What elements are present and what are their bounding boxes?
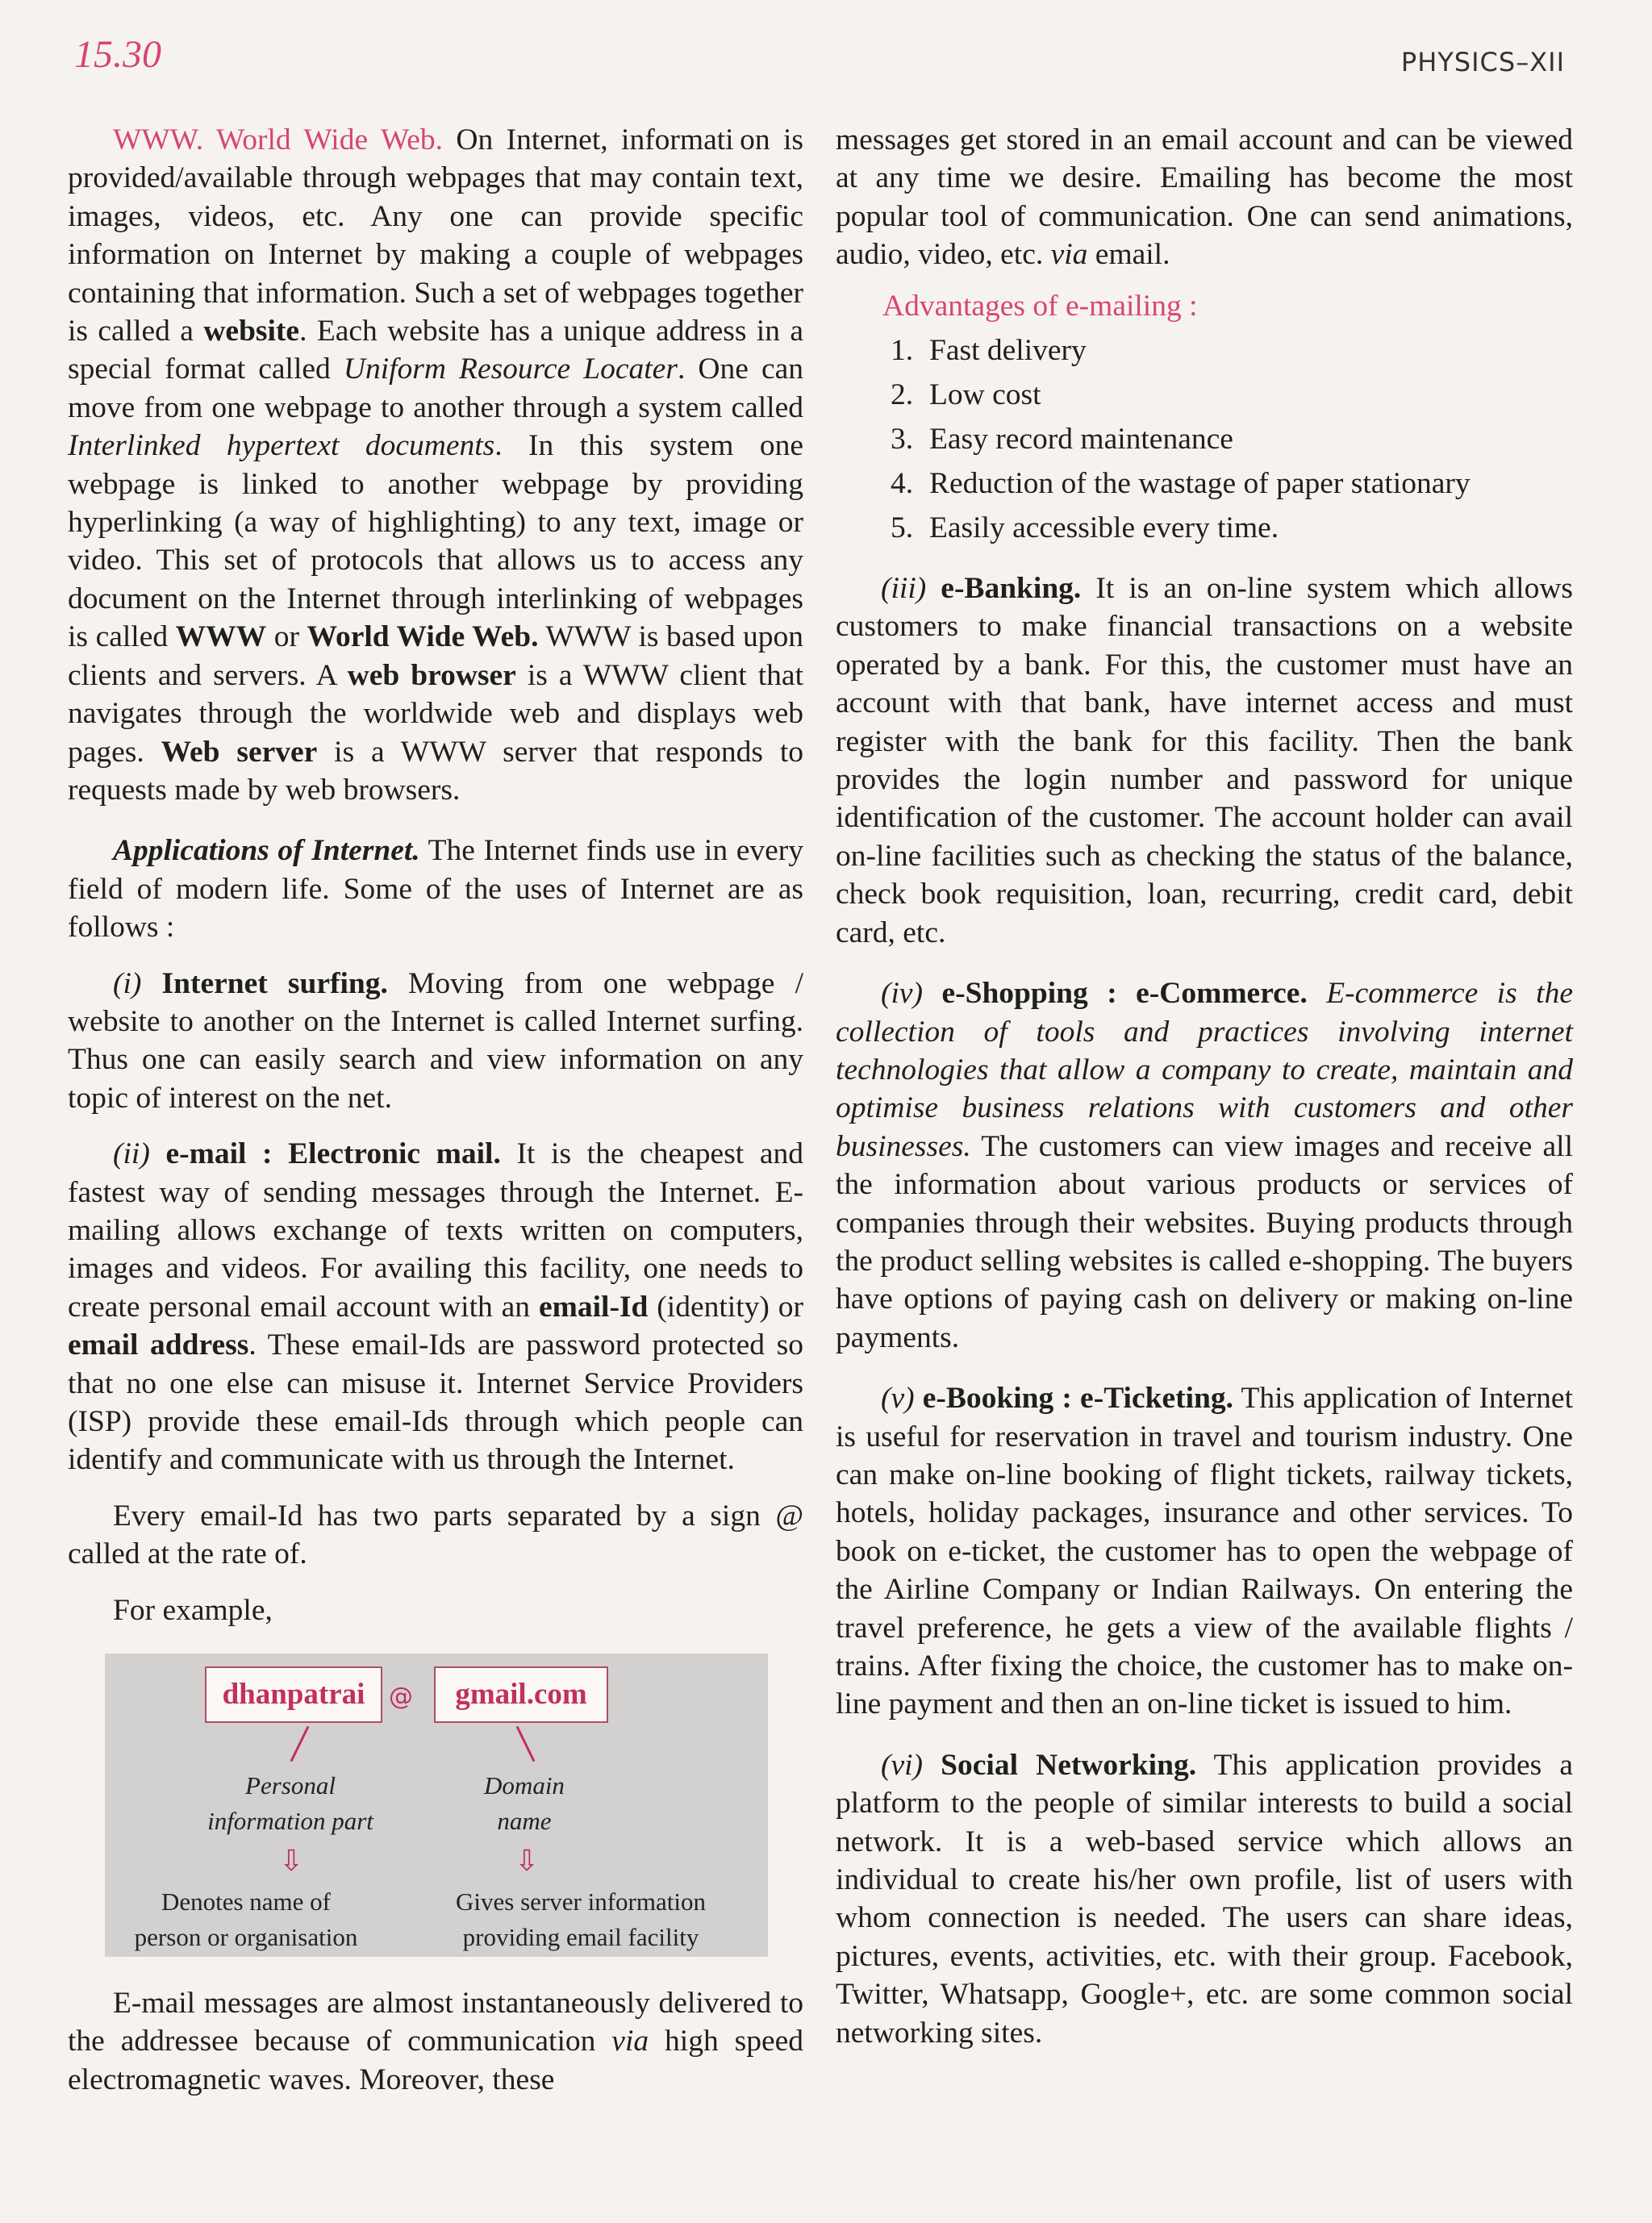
applications-heading: Applications of Internet. (113, 834, 420, 868)
email-continued-paragraph: messages get stored in an email account and can be viewed at any time we desire. Emailing has become the most popular tool of communication. One can send animations, audio, video, etc. via email. (836, 123, 1573, 272)
email-heading: e-mail : Electronic mail. (149, 1137, 501, 1171)
domain-part-label: Domain name (484, 1771, 565, 1836)
term-hypertext: Interlinked hypertext documents (68, 429, 495, 463)
list-item: 3. Easy record maintenance (891, 423, 1233, 457)
at-sign-paragraph: Every email-Id has two parts separated by a sign @ called at the rate of. (68, 1499, 803, 1571)
at-sign: @ (389, 1683, 413, 1712)
www-heading: WWW. World Wide Web. (113, 123, 443, 156)
list-item: 2. Low cost (891, 378, 1041, 412)
list-item: 4. Reduction of the wastage of paper stationary (891, 467, 1471, 501)
down-arrow-icon: ⇩ (515, 1845, 540, 1879)
surfing-heading: Internet surfing. (141, 966, 388, 1000)
email-address-diagram (105, 1654, 768, 1957)
social-networking-heading: Social Networking. (923, 1748, 1197, 1782)
applications-paragraph: Applications of Internet. The Internet finds use in every field of modern life. Some of the uses of Internet are as follows : (68, 834, 803, 945)
term-email-address: email address (68, 1328, 249, 1362)
term-web-server: Web server (161, 735, 318, 769)
left-column (68, 121, 803, 2099)
domain-part-description: Gives server information providing email facility (456, 1887, 706, 1952)
booking-heading: e-Booking : e-Ticketing. (914, 1382, 1233, 1416)
advantages-list (836, 332, 1573, 547)
page-number: 15.30 (74, 33, 161, 76)
term-url: Uniform Resource Locater (343, 352, 678, 386)
user-pointer-line (290, 1726, 310, 1762)
right-column (836, 121, 1573, 2052)
booking-paragraph: (v) e-Booking : e-Ticketing. This application of Internet is useful for reservation in travel and tourism industry. One can make on-line booking of flight tickets, railway tickets, hotels, holiday packages, insurance and other services. To book on e-ticket, the customer has to open the webpage of the Airline Company or Indian Railways. On entering the travel preference, he gets a view of the available flights / trains. After fixing the choice, the customer has to make on-line payment and then an on-line ticket is issued to him. (836, 1382, 1573, 1721)
term-www: WWW (175, 620, 267, 654)
term-website: website (203, 315, 300, 348)
term-world-wide-web: World Wide Web. (307, 620, 539, 654)
example-line: For example, (113, 1593, 273, 1627)
term-email-id: email-Id (538, 1290, 649, 1324)
email-domain-part: gmail.com (434, 1666, 608, 1723)
running-head: PHYSICS–XII (1400, 47, 1565, 77)
ecommerce-definition: E-commerce is the collection of tools and practices involving internet technologies that allow a company to create, maintain and optimise business relations with customers and other businesses. (836, 977, 1573, 1163)
banking-paragraph: (iii) e-Banking. It is an on-line system which allows customers to make financial transactions on a website operated by a bank. For this, the customer must have an account with that bank, have internet access and must register with the bank for this facility. Then the bank provides the login number and password for unique identification of the customer. The account holder can avail on-line facilities such as checking the status of the balance, check book requisition, loan, recurring, credit card, debit card, etc. (836, 572, 1573, 949)
shopping-heading: e-Shopping : e-Commerce. (923, 977, 1308, 1011)
shopping-paragraph: (iv) e-Shopping : e-Commerce. E-commerce is the collection of tools and practices involving internet technologies that allow a company to create, maintain and optimise business relations with customers and other businesses. The customers can view images and receive all the information about various products or services of companies through their websites. Buying products through the product selling websites is called e-shopping. The buyers have options of paying cash on delivery or making on-line payments. (836, 977, 1573, 1354)
list-item: 1. Fast delivery (891, 334, 1087, 368)
user-part-description: Denotes name of person or organisation (134, 1887, 358, 1952)
banking-heading: e-Banking. (926, 572, 1082, 606)
domain-pointer-line (516, 1726, 536, 1762)
email-user-part: dhanpatrai (205, 1666, 382, 1723)
social-networking-paragraph: (vi) Social Networking. This application provides a platform to the people of similar interests to build a social network. It is a web-based service which allows an individual to create his/her own profile, list of users with whom connection is needed. The users can share ideas, pictures, events, activities, etc. with their group. Facebook, Twitter, Whatsapp, Google+, etc. are some common social networking sites. (836, 1748, 1573, 2050)
www-paragraph: WWW. World Wide Web. On Internet, informati on is provided/available through webpages that may contain text, images, videos, etc. Any one can provide specific information on Internet by making a couple of webpages containing that information. Such a set of webpages together is called a website. Each website has a unique address in a special format called Uniform Resource Locater. One can move from one webpage to another through a system called Interlinked hypertext documents. In this system one webpage is linked to another webpage by providing hyperlinking (a way of highlighting) to any text, image or video. This set of protocols that allows us to access any document on the Internet through interlinking of webpages is called WWW or World Wide Web. WWW is based upon clients and servers. A web browser is a WWW client that navigates through the worldwide web and displays web pages. Web server is a WWW server that responds to requests made by web browsers. (68, 123, 804, 807)
email-paragraph: (ii) e-mail : Electronic mail. It is the cheapest and fastest way of sending messages through the Internet. E-mailing allows exchange of texts written on computers, images and videos. For availing this facility, one needs to create personal email account with an email-Id (identity) or email address. These email-Ids are password protected so that no one else can misuse it. Internet Service Providers (ISP) provide these email-Ids through which people can identify and communicate with us through the Internet. (68, 1137, 803, 1477)
term-web-browser: web browser (347, 658, 516, 692)
delivery-paragraph: E-mail messages are almost instantaneously delivered to the addressee because of communication via high speed electromagnetic waves. Moreover, these (68, 1987, 803, 2096)
surfing-paragraph: (i) Internet surfing. Moving from one webpage / website to another on the Internet is called Internet surfing. Thus one can easily search and view information on any topic of interest on the net. (68, 966, 803, 1115)
advantages-heading: Advantages of e-mailing : (882, 289, 1198, 323)
down-arrow-icon: ⇩ (279, 1845, 304, 1879)
user-part-label: Personal information part (207, 1771, 373, 1836)
list-item: 5. Easily accessible every time. (891, 511, 1279, 545)
